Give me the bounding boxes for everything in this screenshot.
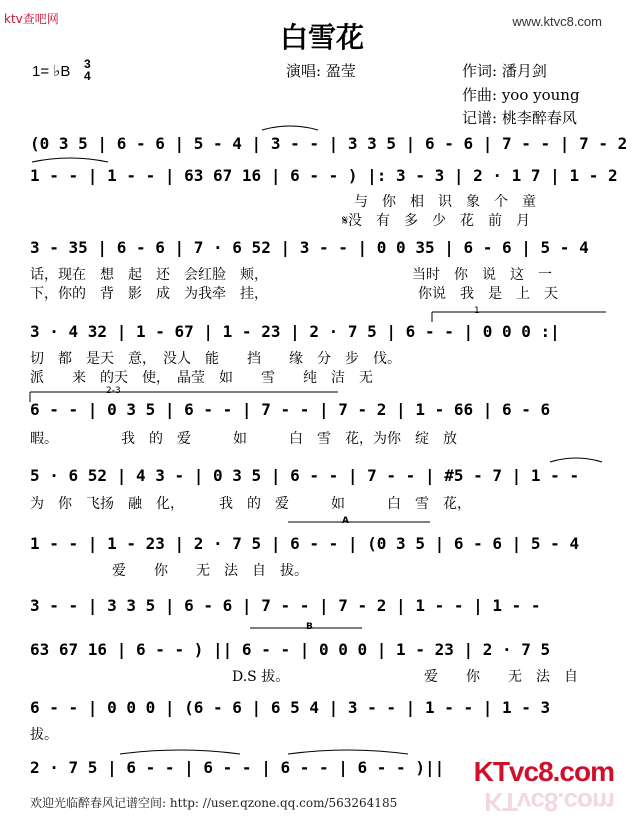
notation-row: 1 - - | 1 - - | 63 67 16 | 6 - - ) |: 3 - 3 | 2 · 1 7 | 1 - 2 bbox=[30, 166, 618, 185]
notation-row: 6 - - | 0 3 5 | 6 - - | 7 - - | 7 - 2 | 1 - 66 | 6 - 6 bbox=[30, 400, 551, 419]
notation-row: 6 - - | 0 0 0 | (6 - 6 | 6 5 4 | 3 - - | 1 - - | 1 - 3 bbox=[30, 698, 551, 717]
key-signature: 1= ♭B bbox=[32, 63, 71, 80]
tie-arc bbox=[262, 126, 318, 130]
notation-row: 3 · 4 32 | 1 - 67 | 1 - 23 | 2 · 7 5 | 6 - - | 0 0 0 :| bbox=[30, 322, 560, 341]
watermark-left: ktv查吧网 bbox=[4, 12, 59, 26]
lyric-line: 暇。 我 的 爱 如 白 雪 花，为你 绽 放 bbox=[30, 431, 457, 447]
singer-credit: 演唱: 盈莹 bbox=[286, 62, 356, 80]
tie-arc bbox=[550, 458, 602, 462]
transcriber-credit: 记谱: 桃李醉春风 bbox=[462, 109, 577, 127]
ktvc8-logo: KTvc8.com bbox=[473, 756, 614, 787]
lyric-line: D.S 拔。 bbox=[232, 669, 290, 685]
notation-row: 3 - - | 3 3 5 | 6 - 6 | 7 - - | 7 - 2 | 1 - - | 1 - - bbox=[30, 596, 541, 615]
volta-2-label: 2-3 bbox=[106, 386, 121, 396]
time-top: 3 bbox=[84, 57, 91, 71]
lyric-line: 话，现在 想 起 还 会红脸 颊， bbox=[30, 267, 268, 283]
lyric-line: 𝄋没 有 多 少 花 前 月 bbox=[342, 213, 531, 229]
notation-row: 2 · 7 5 | 6 - - | 6 - - | 6 - - | 6 - - )|| bbox=[30, 758, 445, 777]
volta-1-label: 1 bbox=[474, 306, 480, 316]
lyric-line: 为 你 飞扬 融 化， 我 的 爱 如 白 雪 花， bbox=[30, 496, 471, 512]
ktvc8-logo-reflection: KTvc8.com bbox=[484, 787, 614, 817]
tie-arc bbox=[120, 750, 240, 754]
notation-row: 63 67 16 | 6 - - ) || 6 - - | 0 0 0 | 1 - 23 | 2 · 7 5 bbox=[30, 640, 551, 659]
notation-row: 3 - 35 | 6 - 6 | 7 · 6 52 | 3 - - | 0 0 35 | 6 - 6 | 5 - 4 bbox=[30, 238, 589, 257]
lyric-line: 派 来 的天 使， 晶莹 如 雪 纯 洁 无 bbox=[30, 370, 373, 386]
lyric-line: 爱 你 无 法 自 拔。 bbox=[112, 563, 308, 579]
composer-credit: 作曲: yoo young bbox=[462, 86, 580, 104]
tie-arc bbox=[288, 750, 408, 754]
footer-text: 欢迎光临醉春风记谱空间: http: //user.qzone.qq.com/563264185 bbox=[30, 796, 398, 810]
lyric-line: 你说 我 是 上 天 bbox=[418, 286, 558, 302]
lyric-line: 与 你 相 识 象 个 童 bbox=[354, 194, 536, 210]
notation-row: 1 - - | 1 - 23 | 2 · 7 5 | 6 - - | (0 3 5 | 6 - 6 | 5 - 4 bbox=[30, 534, 580, 553]
song-title: 白雪花 bbox=[279, 21, 364, 54]
lyric-line: 切 都 是天 意， 没人 能 挡 缘 分 步 伐。 bbox=[30, 351, 401, 367]
lyric-line: 拔。 bbox=[30, 727, 58, 743]
watermark-right: www.ktvc8.com bbox=[512, 14, 602, 29]
lyric-line: 当时 你 说 这 一 bbox=[412, 267, 552, 283]
notation-row: 5 · 6 52 | 4 3 - | 0 3 5 | 6 - - | 7 - - | #5 - 7 | 1 - - bbox=[30, 466, 580, 485]
lyric-line: 下，你的 背 影 成 为我牵 挂， bbox=[30, 286, 268, 302]
notation-row: (0 3 5 | 6 - 6 | 5 - 4 | 3 - - | 3 3 5 | 6 - 6 | 7 - - | 7 - 2 bbox=[30, 134, 628, 153]
lyricist-credit: 作词: 潘月剑 bbox=[462, 62, 547, 80]
lyric-line: 爱 你 无 法 自 bbox=[424, 669, 578, 685]
tie-arc bbox=[32, 158, 108, 162]
section-a-label: A bbox=[342, 516, 349, 526]
section-b-label: B bbox=[306, 622, 313, 632]
time-bottom: 4 bbox=[84, 69, 91, 83]
